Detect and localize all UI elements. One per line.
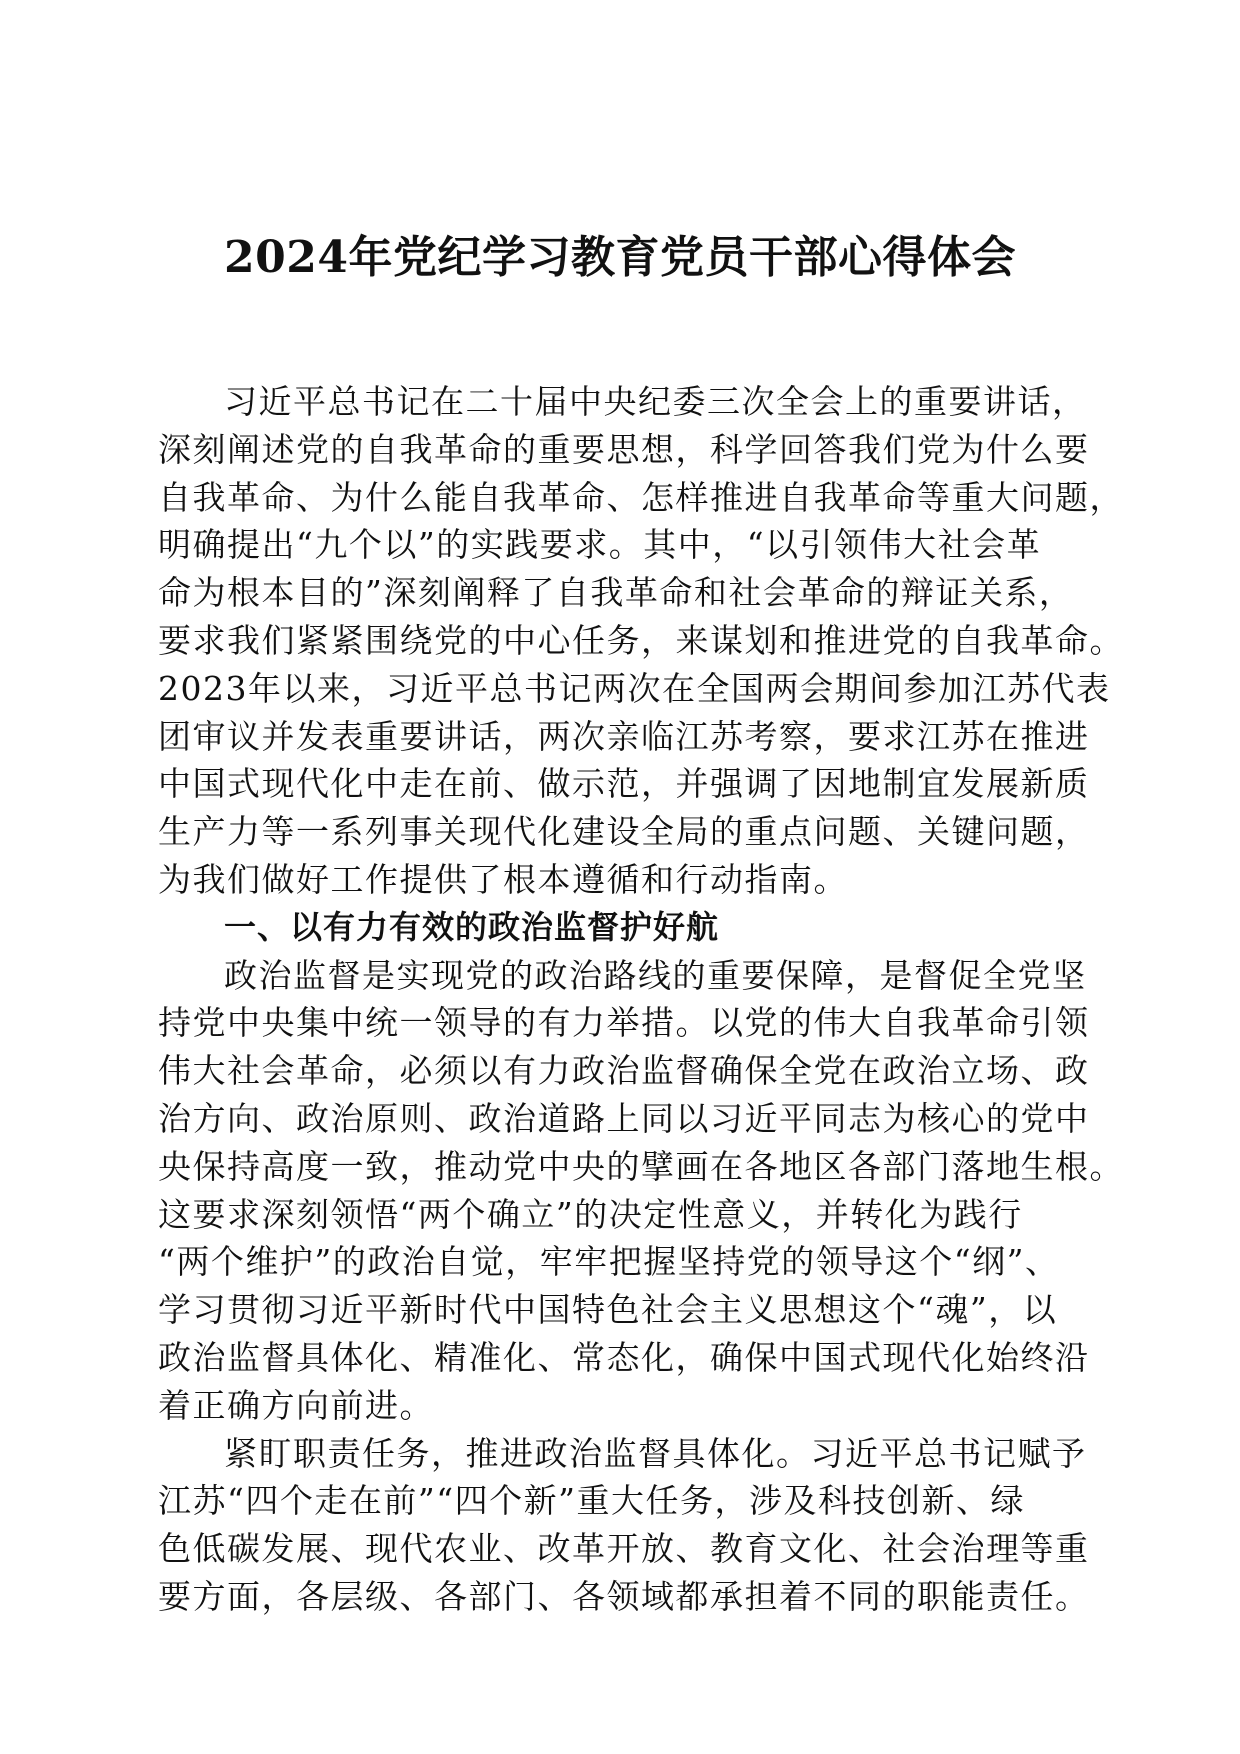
- paragraph-line: 团审议并发表重要讲话，两次亲临江苏考察，要求江苏在推进: [158, 716, 1090, 756]
- paragraph-line: 着正确方向前进。: [158, 1385, 434, 1425]
- paragraph-line: 要求我们紧紧围绕党的中心任务，来谋划和推进党的自我革命。: [158, 620, 1124, 660]
- paragraph-line: 学习贯彻习近平新时代中国特色社会主义思想这个“魂”，以: [158, 1290, 1058, 1330]
- paragraph-line: 紧盯职责任务，推进政治监督具体化。习近平总书记赋予: [224, 1433, 1087, 1473]
- paragraph-line: 治方向、政治原则、政治道路上同以习近平同志为核心的党中: [158, 1098, 1090, 1138]
- paragraph-line: 2023年以来，习近平总书记两次在全国两会期间参加江苏代表: [158, 668, 1111, 708]
- paragraph-line: 这要求深刻领悟“两个确立”的决定性意义，并转化为践行: [158, 1194, 1023, 1234]
- paragraph-line: 政治监督具体化、精准化、常态化，确保中国式现代化始终沿: [158, 1337, 1090, 1377]
- paragraph-line: 持党中央集中统一领导的有力举措。以党的伟大自我革命引领: [158, 1003, 1090, 1043]
- paragraph-line: 为我们做好工作提供了根本遵循和行动指南。: [158, 859, 848, 899]
- paragraph-line: 江苏“四个走在前”“四个新”重大任务，涉及科技创新、绿: [158, 1481, 1025, 1521]
- paragraph-line: 自我革命、为什么能自我革命、怎样推进自我革命等重大问题，: [158, 477, 1124, 517]
- paragraph-line: 生产力等一系列事关现代化建设全局的重点问题、关键问题，: [158, 812, 1090, 852]
- document-body: [158, 378, 1124, 1621]
- paragraph-line: 要方面，各层级、各部门、各领域都承担着不同的职能责任。: [158, 1576, 1090, 1616]
- paragraph-line: 伟大社会革命，必须以有力政治监督确保全党在政治立场、政: [158, 1051, 1090, 1091]
- paragraph-line: 央保持高度一致，推动党中央的擘画在各地区各部门落地生根。: [158, 1146, 1124, 1186]
- paragraph-line: 深刻阐述党的自我革命的重要思想，科学回答我们党为什么要: [158, 429, 1090, 469]
- paragraph-line: 习近平总书记在二十届中央纪委三次全会上的重要讲话，: [224, 382, 1087, 421]
- paragraph-line: 色低碳发展、现代农业、改革开放、教育文化、社会治理等重: [158, 1529, 1090, 1569]
- paragraph-line: 政治监督是实现党的政治路线的重要保障，是督促全党坚: [224, 955, 1087, 995]
- section-heading: 一、以有力有效的政治监督护好航: [224, 907, 720, 946]
- paragraph-line: 命为根本目的”深刻阐释了自我革命和社会革命的辩证关系，: [158, 573, 1074, 613]
- paragraph-line: 明确提出“九个以”的实践要求。其中，“以引领伟大社会革: [158, 525, 1042, 565]
- paragraph-line: 中国式现代化中走在前、做示范，并强调了因地制宜发展新质: [158, 764, 1090, 804]
- paragraph-line: “两个维护”的政治自觉，牢牢把握坚持党的领导这个“纲”、: [158, 1242, 1060, 1282]
- document-title: 2024年党纪学习教育党员干部心得体会: [224, 232, 1016, 283]
